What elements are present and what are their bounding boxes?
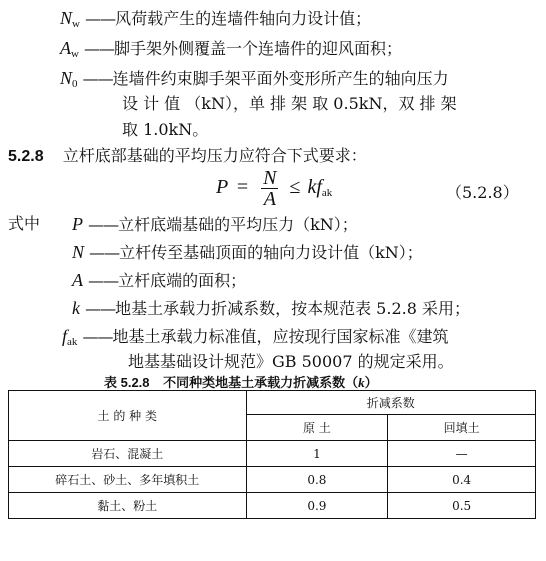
definition-fak-cont: 地基基础设计规范》GB 50007 的规定采用。 — [128, 352, 454, 371]
table-row — [9, 493, 536, 519]
table-cell-original: 0.9 — [246, 493, 388, 519]
reduction-factor-table — [8, 390, 536, 519]
table-cell-soil: 碎石土、砂土、多年填积土 — [9, 467, 247, 493]
table-cell-soil: 岩石、混凝土 — [9, 441, 247, 467]
table-cell-original: 1 — [246, 441, 388, 467]
table-cell-backfill: 0.4 — [388, 467, 536, 493]
table-header-reduction: 折减系数 — [246, 391, 535, 415]
definition-aw: $A_w$ ——脚手架外侧覆盖一个连墙件的迎风面积； — [60, 38, 403, 60]
where-label: 式中 — [8, 214, 41, 233]
table-header-soil-type: 土 的 种 类 — [9, 391, 247, 441]
definition-n0-cont-2: 取 1.0kN。 — [122, 120, 209, 139]
definition-fak: $f_{ak}$ ——地基土承载力标准值，应按现行国家标准《建筑 — [62, 326, 449, 348]
definition-n0: $N_0$ ——连墙件约束脚手架平面外变形所产生的轴向压力 — [60, 68, 449, 90]
table-cell-original: 0.8 — [246, 467, 388, 493]
table-row — [9, 467, 536, 493]
table-cell-backfill: — — [388, 441, 536, 467]
section-heading — [8, 146, 367, 167]
table-cell-backfill: 0.5 — [388, 493, 536, 519]
table-cell-soil: 黏土、粉土 — [9, 493, 247, 519]
table-caption: 表 5.2.8 不同种类地基土承载力折减系数（k） — [104, 375, 378, 390]
definition-n0-cont-1: 设 计 值 （kN），单 排 架 取 0.5kN，双 排 架 — [122, 94, 457, 113]
table-header-backfill: 回填土 — [388, 415, 536, 441]
definition-n: N ——立杆传至基础顶面的轴向力设计值（kN）； — [72, 242, 423, 262]
definition-k: k ——地基土承载力折减系数，按本规范表 5.2.8 采用； — [72, 298, 470, 318]
equation-number: （5.2.8） — [446, 183, 519, 202]
formula-fraction: $\frac{N}{A}$ — [263, 167, 277, 210]
formula: P = $\frac{N}{A}$ ≤ kfak — [216, 167, 333, 210]
section-number: 5.2.8 — [8, 148, 44, 165]
table-row — [9, 441, 536, 467]
definition-a: A ——立杆底端的面积； — [72, 270, 247, 290]
table-header-original: 原 土 — [246, 415, 388, 441]
definition-nw: $N_w$ ——风荷载产生的连墙件轴向力设计值； — [60, 8, 372, 30]
section-text: 立杆底部基础的平均压力应符合下式要求： — [62, 146, 367, 165]
definition-p: P ——立杆底端基础的平均压力（kN）； — [72, 214, 358, 234]
